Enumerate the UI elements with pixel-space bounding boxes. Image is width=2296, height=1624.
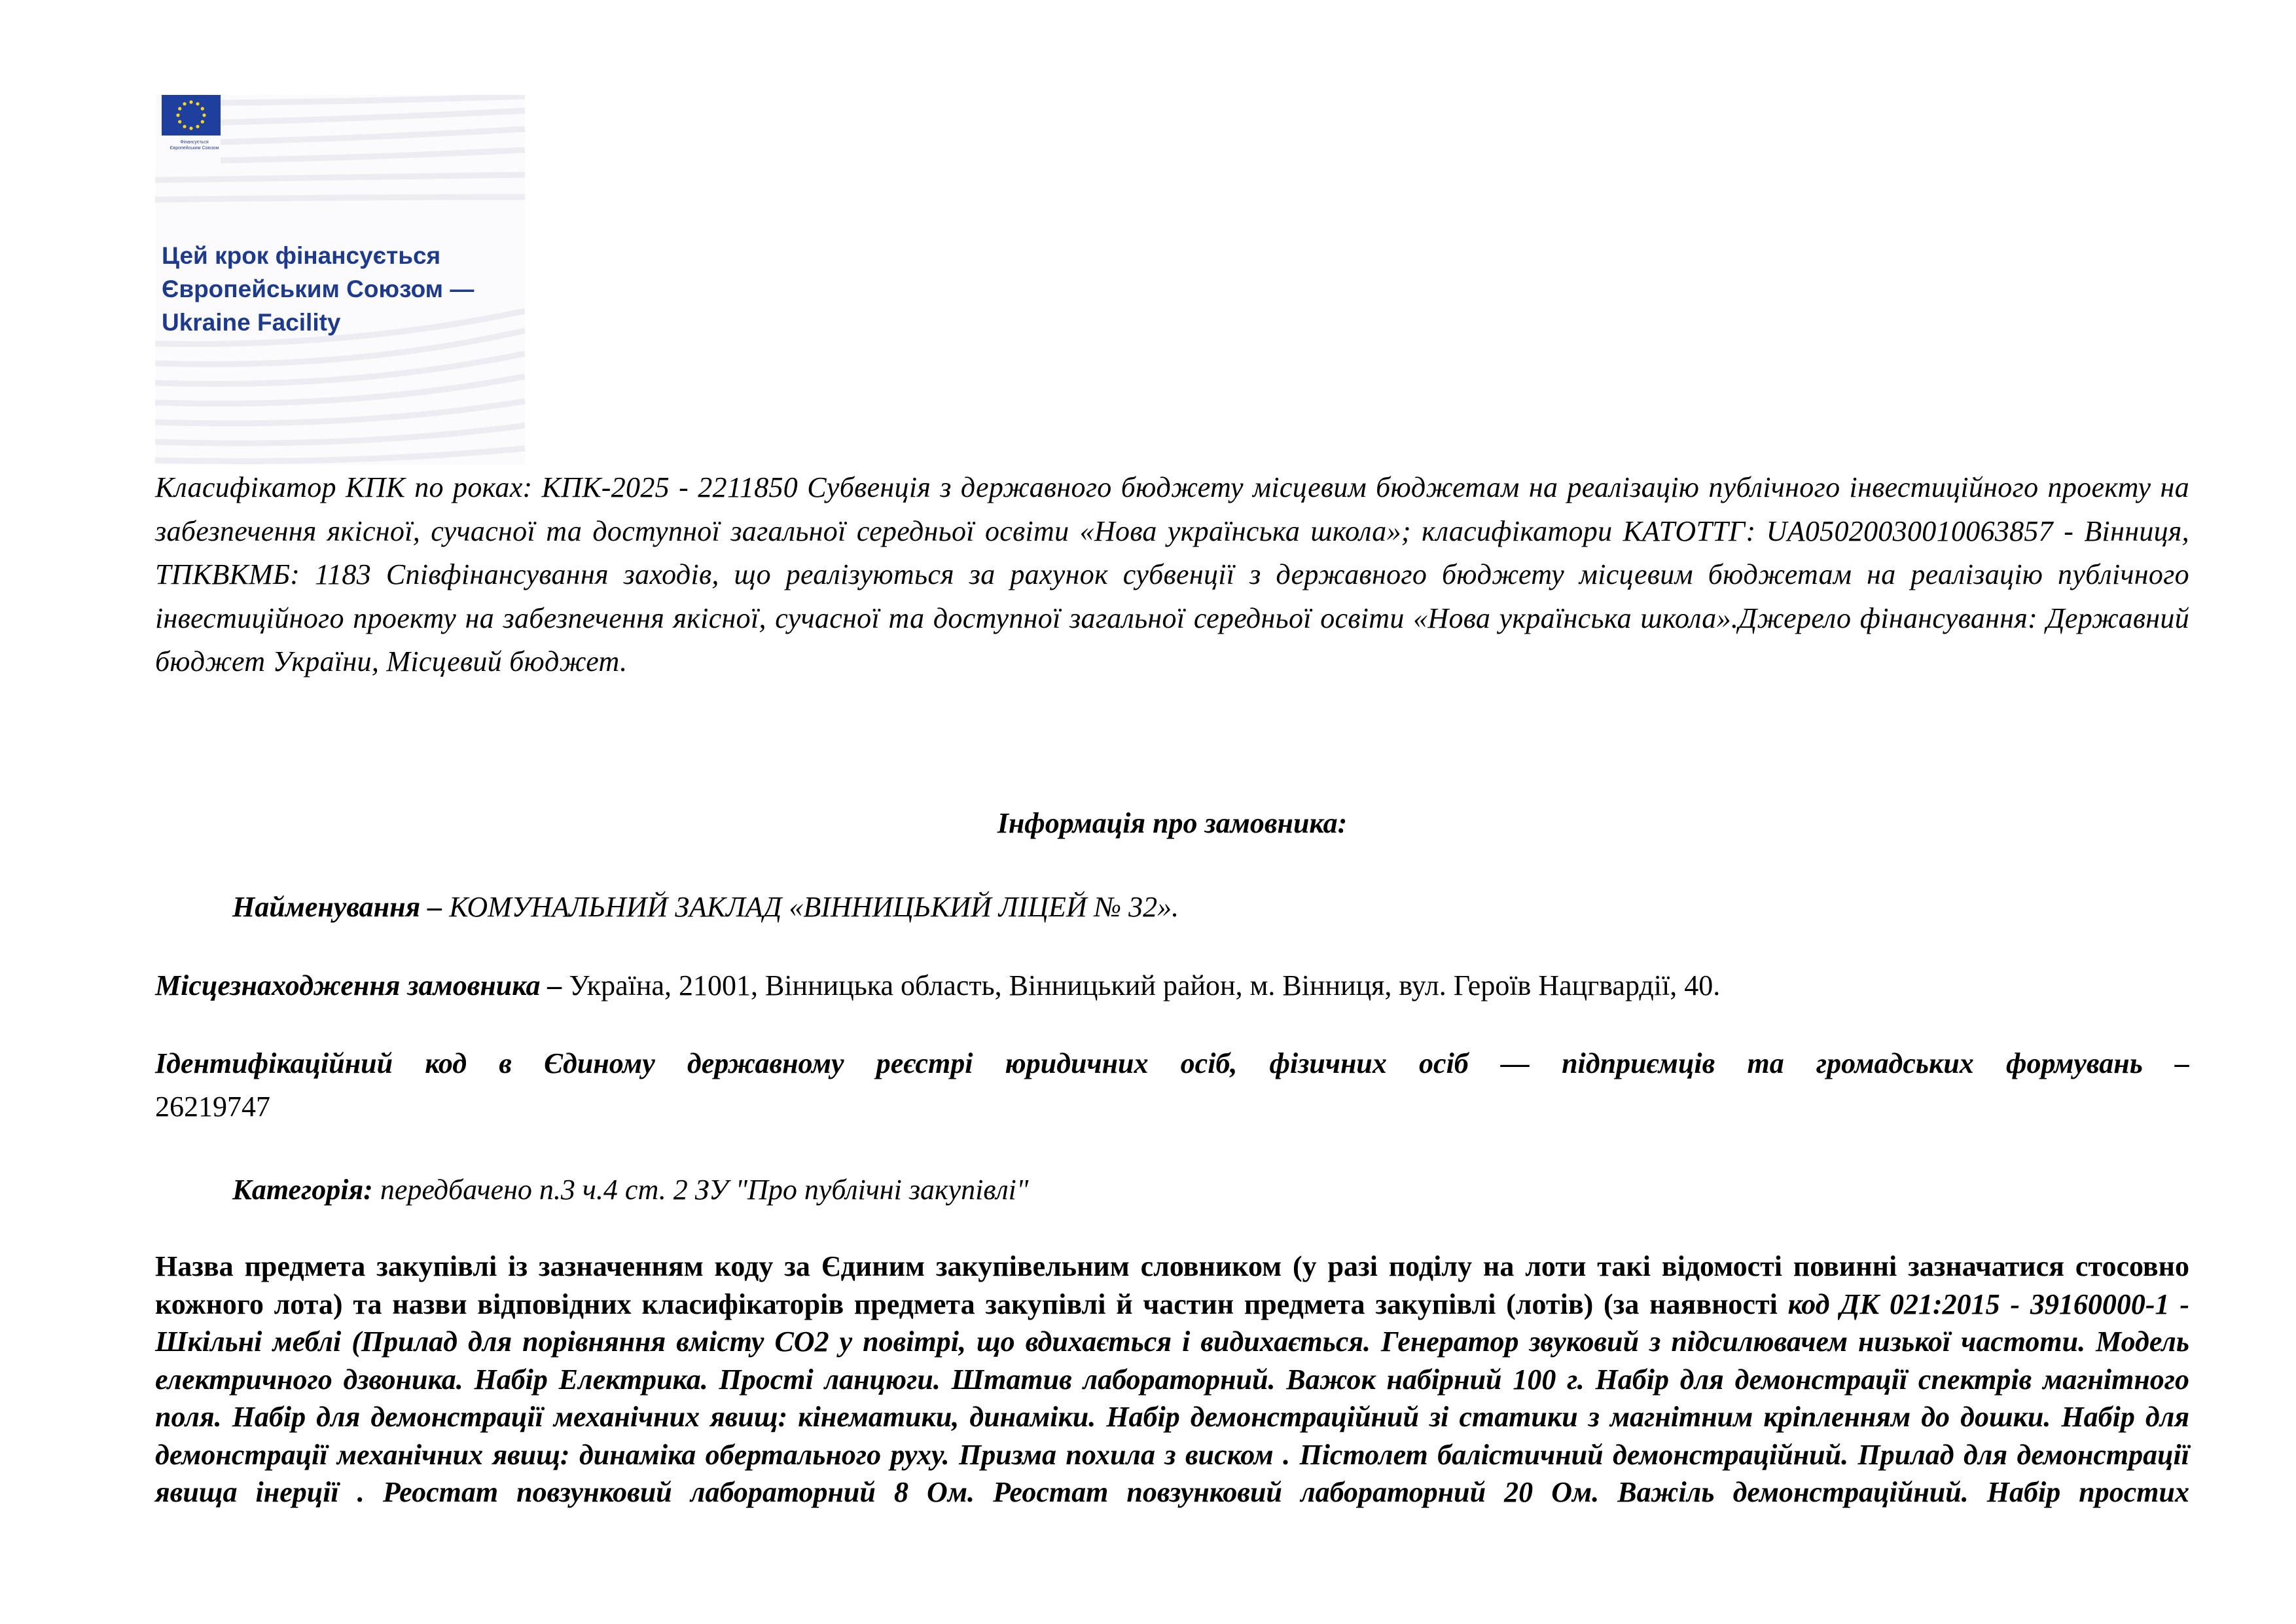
eu-star-icon [183, 102, 186, 105]
eu-star-icon [202, 113, 206, 117]
eu-star-icon [183, 125, 186, 128]
eu-star-icon [196, 125, 199, 128]
funding-line-2: Європейським Союзом — [162, 276, 475, 302]
classifier-paragraph: Класифікатор КПК по роках: КПК-2025 - 2211850 Субвенція з державного бюджету місцевим бюджетам на реалізацію публічного інвестиційного проекту на забезпечення якісної, сучасної та доступної загальної середньої освіти «Нова українська школа»; класифікатори КАТОТТГ: UA05020030010063857 - Вінниця, ТПКВКМБ: 1183 Співфінансування заходів, що реалізуються за рахунок субвенції з державного бюджету місцевим бюджетам на реалізацію публічного інвестиційного проекту на забезпечення якісної, сучасної та доступної загальної середньої освіти «Нова українська школа».Джерело фінансування: Державний бюджет України, Місцевий бюджет. [155, 471, 2189, 677]
eu-caption-line-1: Фінансується [180, 140, 209, 145]
eu-star-icon [189, 100, 192, 103]
eu-flag-icon [162, 95, 221, 135]
customer-location-label: Місцезнаходження замовника – [155, 969, 562, 1001]
procurement-subject-value: код ДК 021:2015 - 39160000-1 - Шкільні меблі (Прилад для порівняння вмісту CO2 у повітрі, що вдихається і видихається. Генератор звуковий з підсилювачем низької частоти. Модель електричного дзвоника. Набір Електрика. Прості ланцюги. Штатив лабораторний. Важок набірний 100 г. Набір для демонстрації спектрів магнітного поля. Набір для демонстрації механічних явищ: кінематики, динаміки. Набір демонстраційний зі статики з магнітним кріпленням до дошки. Набір для демонстрації механічних явищ: динаміка обертального руху. Призма похила з виском . Пістолет балістичний демонстраційний. Прилад для демонстрації явища інерції . Реостат повзунковий лабораторний 8 Ом. Реостат повзунковий лабораторний 20 Ом. Важіль демонстраційний. Набір простих [155, 1288, 2189, 1508]
customer-location-value: Україна, 21001, Вінницька область, Вінницький район, м. Вінниця, вул. Героїв Нацгвардії, 40. [562, 969, 1721, 1001]
eu-caption-line-2: Європейським Союзом [170, 146, 219, 151]
customer-category-row [232, 1170, 1028, 1210]
customer-name-label: Найменування – [232, 891, 442, 923]
customer-id-value: 26219747 [155, 1091, 270, 1123]
customer-location-row [155, 966, 1720, 1005]
customer-id-row [155, 1042, 2189, 1128]
procurement-subject-label: Назва предмета закупівлі із зазначенням коду за Єдиним закупівельним словником (у разі поділу на лоти такі відомості повинні зазначатися стосовно кожного лота) та назви відповідних класифікаторів предмета закупівлі й частин предмета закупівлі (лотів) (за наявності [155, 1250, 2189, 1320]
eu-star-icon [189, 126, 192, 130]
eu-star-icon [196, 102, 199, 105]
customer-name-value: КОМУНАЛЬНИЙ ЗАКЛАД «ВІННИЦЬКИЙ ЛІЦЕЙ № 32». [442, 891, 1179, 923]
eu-funding-logo [155, 95, 525, 465]
eu-flag-caption [155, 139, 234, 151]
customer-id-label: Ідентифікаційний код в Єдиному державному реєстрі юридичних осіб, фізичних осіб — підприємців та громадських формувань – [155, 1047, 2189, 1079]
procurement-subject-paragraph [155, 1248, 2189, 1511]
eu-star-icon [176, 113, 179, 117]
funding-statement [162, 239, 474, 339]
eu-star-icon [201, 120, 204, 123]
customer-info-heading: Інформація про замовника: [997, 807, 1348, 839]
customer-category-value: передбачено п.3 ч.4 ст. 2 ЗУ "Про публічні закупівлі" [372, 1174, 1029, 1206]
eu-star-icon [201, 107, 204, 110]
funding-line-3: Ukraine Facility [162, 309, 341, 336]
funding-line-1: Цей крок фінансується [162, 242, 441, 269]
customer-name-row [232, 888, 1179, 927]
eu-star-icon [178, 120, 181, 123]
eu-star-icon [178, 107, 181, 110]
customer-category-label: Категорія: [232, 1174, 373, 1206]
